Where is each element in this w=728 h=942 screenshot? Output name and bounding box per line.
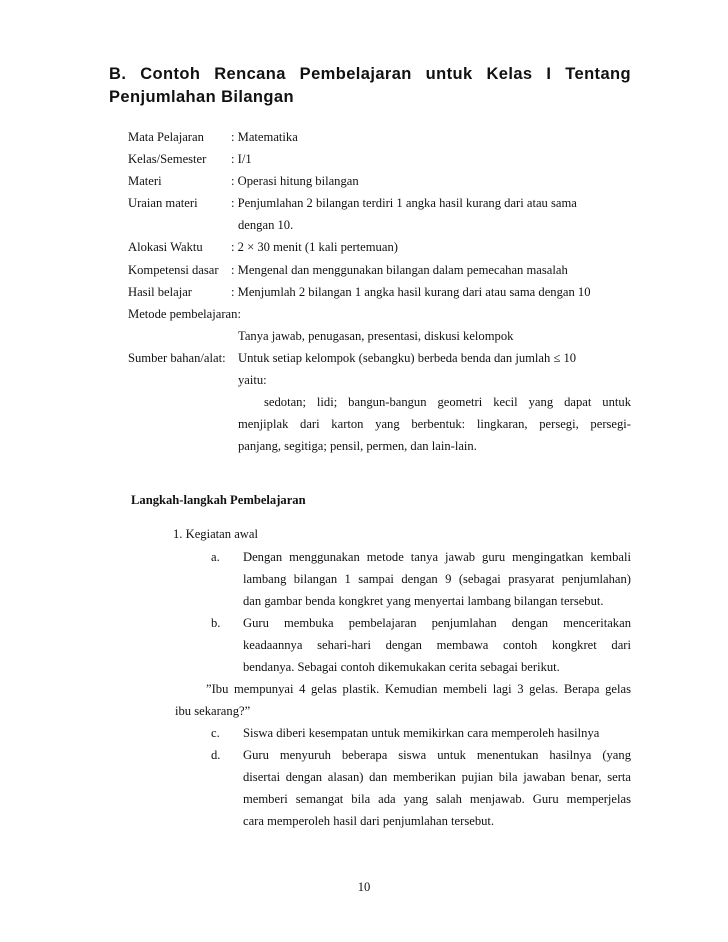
item-b-line2: keadaannya sehari-hari dengan membawa contoh kongkret dari	[243, 638, 631, 652]
page-number: 10	[357, 880, 371, 894]
label-sumber: Sumber bahan/alat:	[128, 351, 226, 365]
value-materi: : Operasi hitung bilangan	[231, 174, 359, 188]
value-sumber-line2: yaitu:	[238, 373, 267, 387]
label-mata-pelajaran: Mata Pelajaran	[128, 130, 204, 144]
item-a-marker: a.	[211, 550, 220, 564]
value-hasil-belajar: : Menjumlah 2 bilangan 1 angka hasil kurang dari atau sama dengan 10	[231, 285, 591, 299]
item-d-line2: disertai dengan alasan) dan memberikan pujian bila jawaban benar, serta	[243, 770, 631, 784]
value-kompetensi-dasar: : Mengenal dan menggunakan bilangan dalam pemecahan masalah	[231, 263, 568, 277]
label-alokasi-waktu: Alokasi Waktu	[128, 240, 203, 254]
item-a-line2: lambang bilangan 1 sampai dengan 9 (sebagai prasyarat penjumlahan)	[243, 572, 631, 586]
label-hasil-belajar: Hasil belajar	[128, 285, 192, 299]
value-sumber-line5: panjang, segitiga; pensil, permen, dan lain-lain.	[238, 439, 477, 453]
item-d-line1: Guru menyuruh beberapa siswa untuk menentukan hasilnya (yang	[243, 748, 631, 762]
value-sumber-line4: menjiplak dari karton yang berbentuk: lingkaran, persegi, persegi-	[238, 417, 631, 431]
quote-line1: ”Ibu mempunyai 4 gelas plastik. Kemudian membeli lagi 3 gelas. Berapa gelas	[206, 682, 631, 696]
label-materi: Materi	[128, 174, 162, 188]
item-a-line3: dan gambar benda kongkret yang menyertai lambang bilangan tersebut.	[243, 594, 604, 608]
step1-title: 1. Kegiatan awal	[173, 527, 258, 541]
langkah-title: Langkah-langkah Pembelajaran	[131, 493, 306, 507]
item-b-marker: b.	[211, 616, 221, 630]
value-uraian-materi-line1: : Penjumlahan 2 bilangan terdiri 1 angka hasil kurang dari atau sama	[231, 196, 577, 210]
item-d-marker: d.	[211, 748, 221, 762]
item-b-line3: bendanya. Sebagai contoh dikemukakan cerita sebagai berikut.	[243, 660, 560, 674]
value-mata-pelajaran: : Matematika	[231, 130, 298, 144]
item-c-line1: Siswa diberi kesempatan untuk memikirkan cara memperoleh hasilnya	[243, 726, 600, 740]
value-uraian-materi-line2: dengan 10.	[238, 218, 294, 232]
label-kelas-semester: Kelas/Semester	[128, 152, 207, 166]
item-d-line3: memberi semangat bila ada yang salah menjawab. Guru memperjelas	[243, 792, 631, 806]
label-uraian-materi: Uraian materi	[128, 196, 198, 210]
item-a-line1: Dengan menggunakan metode tanya jawab guru mengingatkan kembali	[243, 550, 631, 564]
value-alokasi-waktu: : 2 × 30 menit (1 kali pertemuan)	[231, 240, 398, 254]
label-kompetensi-dasar: Kompetensi dasar	[128, 263, 219, 277]
section-heading	[109, 63, 631, 109]
label-metode: Metode pembelajaran:	[128, 307, 241, 321]
value-metode: Tanya jawab, penugasan, presentasi, diskusi kelompok	[238, 329, 514, 343]
item-c-marker: c.	[211, 726, 220, 740]
value-kelas-semester: : I/1	[231, 152, 252, 166]
quote-line2: ibu sekarang?”	[175, 704, 251, 718]
heading-line-1: B. Contoh Rencana Pembelajaran untuk Kelas I Tentang	[109, 65, 631, 83]
item-b-line1: Guru membuka pembelajaran penjumlahan dengan menceritakan	[243, 616, 631, 630]
value-sumber-line3: sedotan; lidi; bangun-bangun geometri kecil yang dapat untuk	[264, 395, 631, 409]
item-d-line4: cara memperoleh hasil dari penjumlahan tersebut.	[243, 814, 495, 828]
heading-line-2: Penjumlahan Bilangan	[109, 88, 294, 106]
value-sumber-line1: Untuk setiap kelompok (sebangku) berbeda benda dan jumlah ≤ 10	[238, 351, 577, 365]
